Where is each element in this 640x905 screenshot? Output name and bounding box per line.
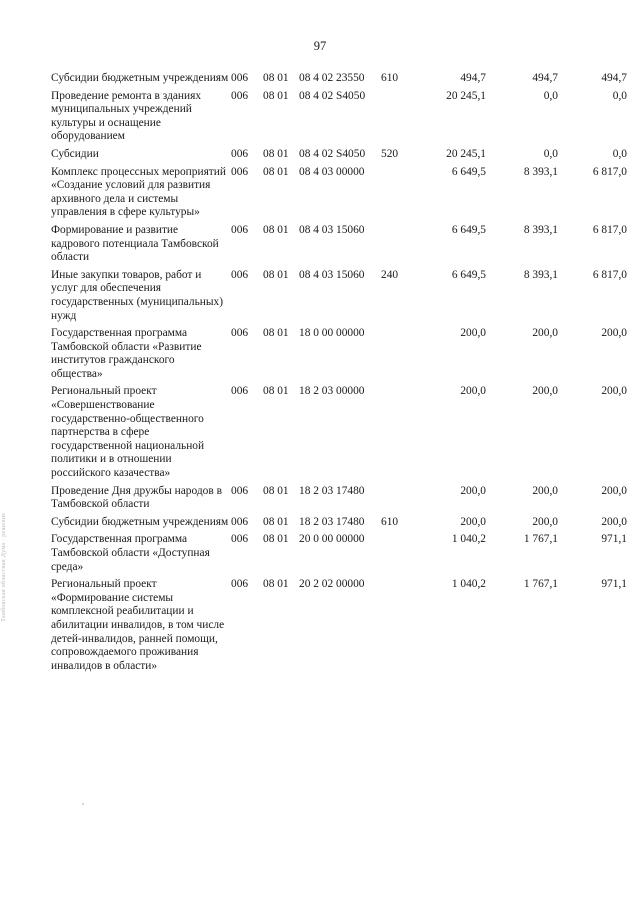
row-target-article: 18 2 03 17480: [299, 484, 365, 497]
table-row: [51, 72, 627, 90]
scan-speck: [82, 803, 84, 805]
row-section-code: 08 01: [263, 223, 289, 236]
row-amount-year-3: 200,0: [601, 327, 627, 340]
row-expense-type: [381, 385, 411, 484]
table-row: [51, 90, 627, 148]
row-name: Проведение ремонта в зданиях муниципальных учреждений культуры и оснащение оборудованием: [51, 89, 202, 143]
row-expense-type: 610: [381, 515, 399, 528]
row-amount-year-2: 1 767,1: [523, 578, 558, 591]
row-amount-year-3: 494,7: [601, 72, 627, 84]
row-name: Формирование и развитие кадрового потенциала Тамбовской области: [51, 223, 219, 264]
row-amount-year-2: 200,0: [532, 327, 558, 340]
row-amount-year-2: 8 393,1: [523, 268, 558, 281]
row-amount-year-2: 0,0: [543, 89, 558, 102]
row-name: Государственная программа Тамбовской области «Доступная среда»: [51, 533, 210, 573]
row-ved-code: 006: [231, 515, 249, 528]
row-ved-code: 006: [231, 327, 249, 340]
table-row: [51, 533, 627, 578]
row-target-article: 08 4 02 S4050: [299, 89, 366, 102]
row-section-code: 08 01: [263, 165, 289, 178]
row-expense-type: 610: [381, 72, 399, 84]
table-row: [51, 578, 627, 677]
row-amount-year-1: 1 040,2: [451, 578, 486, 591]
row-amount-year-3: 6 817,0: [592, 165, 627, 178]
row-name: Субсидии: [51, 147, 99, 160]
table-row: [51, 327, 627, 385]
row-name: Иные закупки товаров, работ и услуг для обеспечения государственных (муниципальных) нужд: [51, 268, 224, 322]
table-row: [51, 485, 627, 516]
row-ved-code: 006: [231, 147, 249, 160]
row-section-code: 08 01: [263, 147, 289, 160]
row-name: Субсидии бюджетным учреждениям: [51, 72, 229, 84]
row-amount-year-2: 1 767,1: [523, 533, 558, 546]
row-expense-type: [381, 90, 411, 148]
row-expense-type: [381, 224, 411, 269]
row-ved-code: 006: [231, 533, 249, 546]
table-row: [51, 269, 627, 327]
row-expense-type: 240: [381, 268, 399, 281]
row-expense-type: [381, 485, 411, 516]
row-amount-year-3: 6 817,0: [592, 223, 627, 236]
row-amount-year-2: 8 393,1: [523, 223, 558, 236]
row-amount-year-2: 200,0: [532, 484, 558, 497]
row-amount-year-3: 971,1: [601, 578, 627, 591]
table-row: [51, 148, 627, 166]
row-amount-year-2: 0,0: [543, 147, 558, 160]
row-expense-type: [381, 533, 411, 578]
row-amount-year-1: 6 649,5: [451, 268, 486, 281]
row-amount-year-1: 200,0: [460, 515, 486, 528]
row-amount-year-1: 494,7: [460, 72, 486, 84]
table-row: [51, 516, 627, 534]
row-target-article: 20 0 00 00000: [299, 533, 365, 546]
row-amount-year-1: 6 649,5: [451, 223, 486, 236]
row-expense-type: 520: [381, 147, 399, 160]
budget-table: [51, 72, 627, 677]
row-section-code: 08 01: [263, 327, 289, 340]
row-amount-year-3: 200,0: [601, 515, 627, 528]
row-section-code: 08 01: [263, 72, 289, 84]
row-section-code: 08 01: [263, 268, 289, 281]
row-amount-year-2: 494,7: [532, 72, 558, 84]
row-target-article: 18 0 00 00000: [299, 327, 365, 340]
page-number: 97: [313, 39, 327, 53]
row-expense-type: [381, 327, 411, 385]
row-amount-year-2: 8 393,1: [523, 165, 558, 178]
row-name: Комплекс процессных мероприятий «Создание условий для развития архивного дела и системы управления в сфере культуры»: [51, 165, 226, 219]
row-amount-year-1: 20 245,1: [446, 147, 486, 160]
row-amount-year-1: 200,0: [460, 385, 486, 398]
row-expense-type: [381, 166, 411, 224]
row-section-code: 08 01: [263, 533, 289, 546]
row-name: Региональный проект «Совершенствование государственно-общественного партнерства в сфере государственной национальной политики и в отношении российского казачества»: [51, 385, 205, 480]
row-target-article: 08 4 03 00000: [299, 165, 365, 178]
row-ved-code: 006: [231, 484, 249, 497]
row-section-code: 08 01: [263, 484, 289, 497]
table-row: [51, 224, 627, 269]
row-target-article: 20 2 02 00000: [299, 578, 365, 591]
row-ved-code: 006: [231, 165, 249, 178]
row-ved-code: 006: [231, 268, 249, 281]
row-target-article: 18 2 03 00000: [299, 385, 365, 398]
row-amount-year-3: 971,1: [601, 533, 627, 546]
row-amount-year-2: 200,0: [532, 515, 558, 528]
row-section-code: 08 01: [263, 89, 289, 102]
row-target-article: 08 4 02 S4050: [299, 147, 366, 160]
table-row: [51, 166, 627, 224]
row-target-article: 08 4 02 23550: [299, 72, 365, 84]
row-name: Региональный проект «Формирование системы комплексной реабилитации и абилитации инвалидов, в том числе детей-инвалидов, ранней помощи, сопровождаемого проживания инвалидов в области»: [51, 578, 225, 672]
row-amount-year-1: 20 245,1: [446, 89, 486, 102]
row-amount-year-3: 6 817,0: [592, 268, 627, 281]
row-amount-year-1: 200,0: [460, 327, 486, 340]
row-ved-code: 006: [231, 89, 249, 102]
row-ved-code: 006: [231, 385, 249, 398]
row-section-code: 08 01: [263, 385, 289, 398]
row-target-article: 08 4 03 15060: [299, 268, 365, 281]
row-amount-year-1: 6 649,5: [451, 165, 486, 178]
row-name: Проведение Дня дружбы народов в Тамбовской области: [51, 484, 222, 511]
table-row: [51, 385, 627, 484]
row-section-code: 08 01: [263, 578, 289, 591]
row-amount-year-1: 200,0: [460, 484, 486, 497]
row-amount-year-1: 1 040,2: [451, 533, 486, 546]
row-target-article: 18 2 03 17480: [299, 515, 365, 528]
row-ved-code: 006: [231, 578, 249, 591]
row-target-article: 08 4 03 15060: [299, 223, 365, 236]
row-name: Государственная программа Тамбовской области «Развитие институтов гражданского общества»: [51, 327, 202, 380]
row-ved-code: 006: [231, 72, 249, 84]
margin-stamp-text: Тамбовская областная Дума · решение: [1, 512, 8, 622]
row-section-code: 08 01: [263, 515, 289, 528]
row-amount-year-3: 0,0: [612, 89, 627, 102]
row-ved-code: 006: [231, 223, 249, 236]
row-amount-year-3: 0,0: [612, 147, 627, 160]
row-expense-type: [381, 578, 411, 677]
row-amount-year-3: 200,0: [601, 385, 627, 398]
row-amount-year-3: 200,0: [601, 484, 627, 497]
row-amount-year-2: 200,0: [532, 385, 558, 398]
row-name: Субсидии бюджетным учреждениям: [51, 515, 229, 528]
